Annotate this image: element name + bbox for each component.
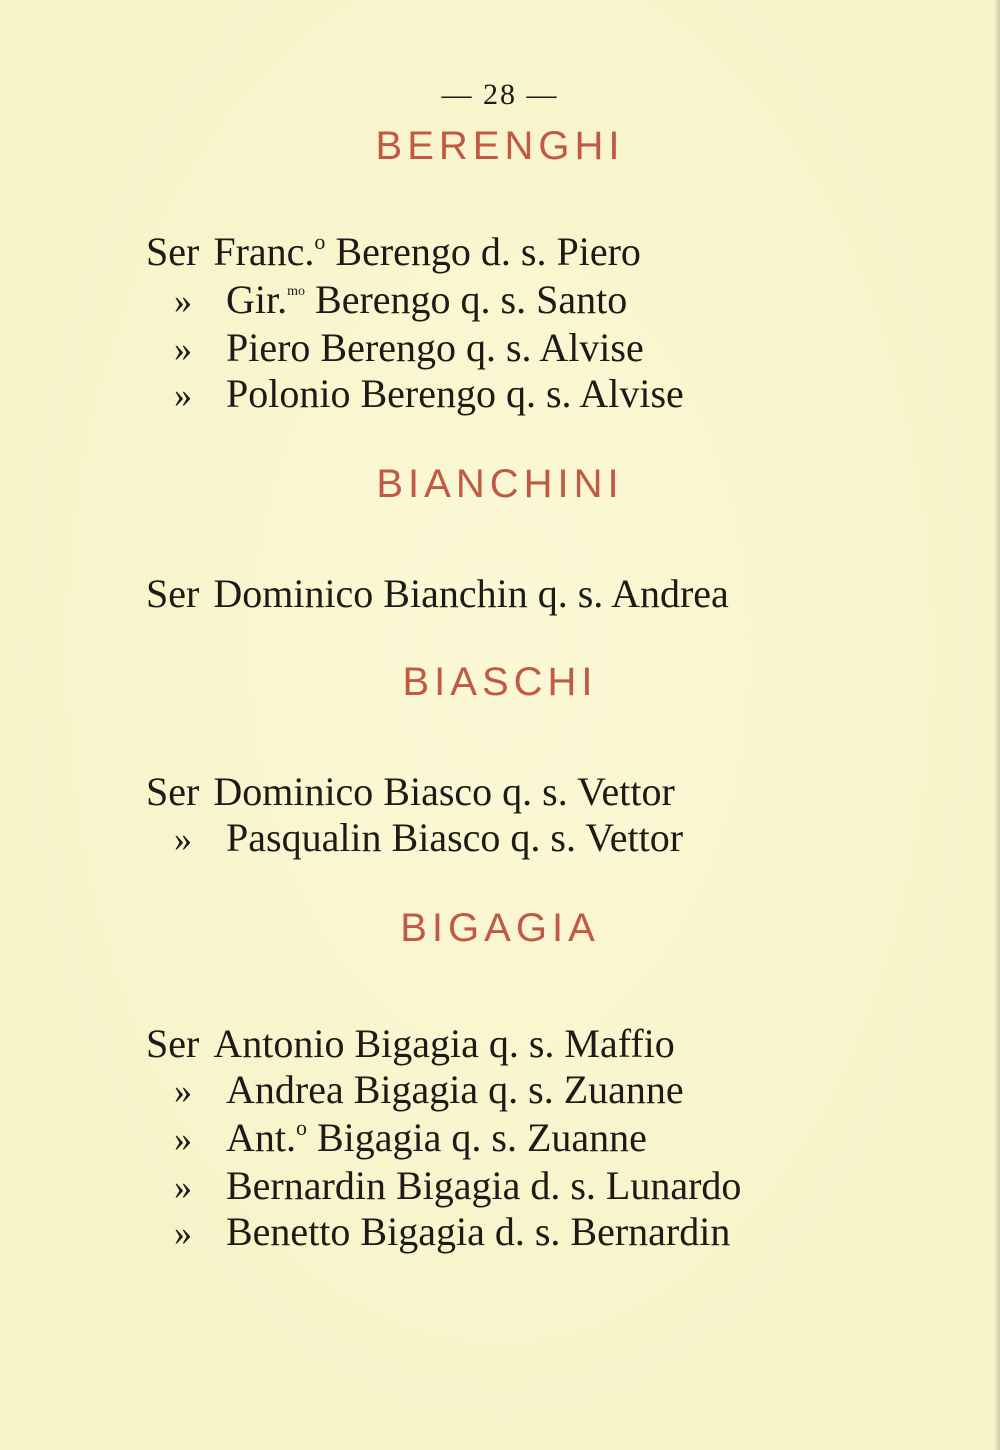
section-heading-berenghi: BERENGHI (375, 124, 625, 168)
entry-prefix: Ser (146, 571, 200, 616)
entry-prefix: » (174, 375, 192, 415)
entry-superscript: o (314, 229, 326, 254)
entry-prefix: Ser (146, 769, 200, 814)
section-heading-bianchini: BIANCHINI (376, 462, 624, 506)
entry-bigagia-1 (146, 1021, 675, 1066)
entry-name: Gir. (226, 277, 288, 322)
entry-prefix: Ser (146, 229, 200, 274)
entry-name: Pasqualin Biasco q. s. Vettor (226, 815, 684, 860)
entry-prefix: » (174, 329, 192, 369)
entry-bigagia-3 (154, 1115, 647, 1160)
entry-biaschi-1 (146, 769, 675, 814)
entry-name: Franc. (213, 229, 315, 274)
entry-prefix: » (174, 1213, 192, 1253)
entry-rest: Berengo d. s. Piero (325, 229, 641, 274)
entry-prefix: » (174, 1167, 192, 1207)
entry-prefix: » (174, 1071, 192, 1111)
entry-name: Dominico Biasco q. s. Vettor (213, 769, 675, 814)
entry-name: Benetto Bigagia d. s. Bernardin (226, 1209, 731, 1254)
entry-name: Andrea Bigagia q. s. Zuanne (226, 1067, 684, 1112)
entry-rest: Berengo q. s. Santo (305, 277, 628, 322)
section-heading-biaschi: BIASCHI (402, 660, 598, 704)
entry-superscript: mo (287, 284, 306, 299)
section-heading-bigagia: BIGAGIA (400, 906, 600, 950)
entry-bianchini-1 (146, 571, 729, 616)
page-number: — 28 — (441, 78, 559, 111)
entry-berenghi-1 (146, 229, 641, 274)
entry-name: Bernardin Bigagia d. s. Lunardo (226, 1163, 742, 1208)
page-edge-shadow (994, 0, 1000, 1450)
entry-bigagia-5 (154, 1209, 731, 1254)
entry-name: Ant. (226, 1115, 296, 1160)
entry-rest: Bigagia q. s. Zuanne (307, 1115, 647, 1160)
entry-prefix: » (174, 819, 192, 859)
entry-prefix: » (174, 1119, 192, 1159)
entry-berenghi-3 (154, 325, 644, 370)
entry-biaschi-2 (154, 815, 684, 860)
entry-superscript: o (296, 1115, 307, 1140)
entry-name: Piero Berengo q. s. Alvise (226, 325, 644, 370)
entry-bigagia-4 (154, 1163, 742, 1208)
entry-prefix: Ser (146, 1021, 200, 1066)
entry-name: Dominico Bianchin q. s. Andrea (213, 571, 729, 616)
entry-berenghi-2 (154, 277, 628, 322)
entry-name: Antonio Bigagia q. s. Maffio (213, 1021, 675, 1066)
entry-berenghi-4 (154, 371, 684, 416)
entry-prefix: » (174, 281, 192, 321)
entry-name: Polonio Berengo q. s. Alvise (226, 371, 684, 416)
entry-bigagia-2 (154, 1067, 684, 1112)
